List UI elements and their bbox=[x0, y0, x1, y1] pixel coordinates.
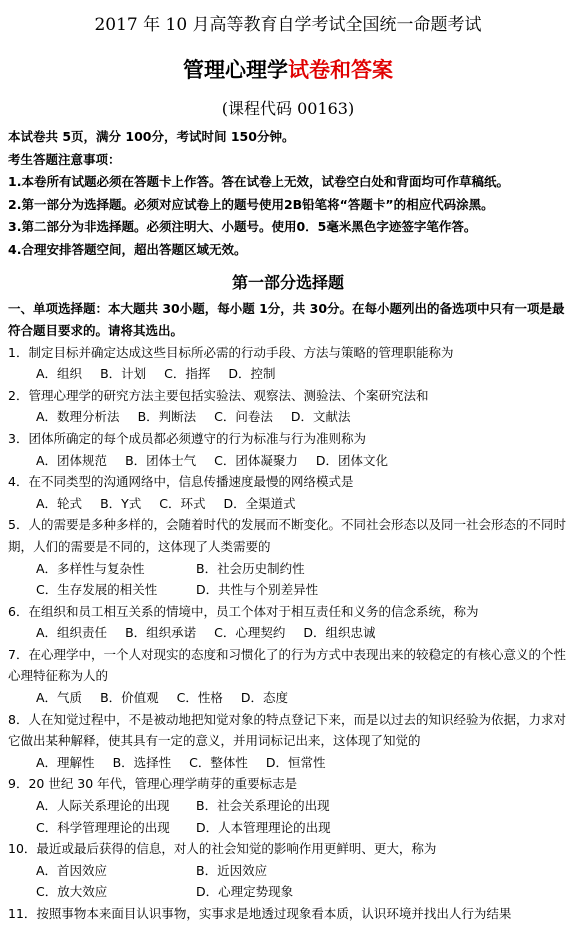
answer-option: A．轮式 bbox=[36, 495, 83, 511]
answer-option: B．近因效应 bbox=[196, 862, 268, 878]
question-item bbox=[8, 709, 568, 774]
answer-option: A．理解性 bbox=[36, 754, 95, 770]
question-item bbox=[8, 428, 568, 471]
answer-option: C．团体凝聚力 bbox=[214, 452, 298, 468]
answer-option: D．心理定势现象 bbox=[196, 884, 294, 900]
question-item bbox=[8, 903, 568, 925]
exam-header-line: 2017 年 10 月高等教育自学考试全国统一命题考试 bbox=[94, 15, 482, 35]
answer-option: A．数理分析法 bbox=[36, 409, 120, 425]
option-row bbox=[8, 493, 568, 515]
answer-option: C．心理契约 bbox=[214, 625, 286, 641]
answer-option: D．态度 bbox=[240, 690, 289, 706]
answer-option: B．社会历史制约性 bbox=[196, 560, 305, 576]
answer-option: D．组织忠诚 bbox=[303, 625, 376, 641]
course-code: (课程代码 00163) bbox=[221, 99, 355, 118]
answer-option: C．科学管理理论的出现 bbox=[36, 819, 170, 835]
answer-option: B．计划 bbox=[100, 366, 147, 382]
option-row bbox=[8, 579, 568, 601]
question-stem: 7．在心理学中，一个人对现实的态度和习惯化了的行为方式中表现出来的较稳定的有核心意义的个性心理特征称为人的 bbox=[8, 646, 566, 684]
option-row bbox=[8, 406, 568, 428]
question-stem: 11．按照事物本来面目认识事物，实事求是地透过现象看本质，认识环境并找出人行为结果 bbox=[8, 906, 512, 921]
answer-option: B．组织承诺 bbox=[125, 625, 197, 641]
question-stem: 8．人在知觉过程中，不是被动地把知觉对象的特点登记下来，而是以过去的知识经验为依据，力求对它做出某种解释，使其具有一定的意义，并用词标记出来，这体现了知觉的 bbox=[8, 711, 566, 749]
answer-option: D．文献法 bbox=[290, 409, 351, 425]
answer-option: D．共性与个别差异性 bbox=[196, 582, 319, 598]
answer-option: B．判断法 bbox=[137, 409, 197, 425]
part1-intro: 一、单项选择题：本大题共 30小题，每小题 1分，共 30分。在每小题列出的备选项中只有一项是最符合题目要求的。请将其选出。 bbox=[8, 300, 565, 338]
answer-option: C．生存发展的相关性 bbox=[36, 582, 158, 598]
question-stem: 1．制定目标并确定达成这些目标所必需的行动手段、方法与策略的管理职能称为 bbox=[8, 344, 454, 360]
question-item bbox=[8, 644, 568, 709]
note-line: 2.第一部分为选择题。必须对应试卷上的题号使用2B铅笔将“答题卡”的相应代码涂黑。 bbox=[8, 196, 494, 212]
question-item bbox=[8, 838, 568, 903]
note-line: 4.合理安排答题空间，超出答题区域无效。 bbox=[8, 241, 247, 257]
part1-title: 第一部分选择题 bbox=[231, 272, 344, 292]
note-line: 1.本卷所有试题必须在答题卡上作答。答在试卷上无效，试卷空白处和背面均可作草稿纸。 bbox=[8, 174, 509, 190]
note-line: 3.第二部分为非选择题。必须注明大、小题号。使用0．5毫米黑色字迹签字笔作答。 bbox=[8, 219, 477, 235]
option-row bbox=[8, 558, 568, 580]
answer-option: B．Y式 bbox=[100, 495, 142, 511]
answer-option: A．气质 bbox=[36, 690, 83, 706]
title-black: 管理心理学 bbox=[183, 58, 288, 82]
question-stem: 9．20 世纪 30 年代，管理心理学萌芽的重要标志是 bbox=[8, 776, 298, 792]
question-item bbox=[8, 773, 568, 838]
option-row bbox=[8, 450, 568, 472]
answer-option: A．组织责任 bbox=[36, 625, 108, 641]
answer-option: C．问卷法 bbox=[214, 409, 273, 425]
answer-option: D．人本管理理论的出现 bbox=[196, 819, 331, 835]
question-stem: 5．人的需要是多种多样的，会随着时代的发展而不断变化。不同社会形态以及同一社会形态的不同时期，人们的需要是不同的，这体现了人类需要的 bbox=[8, 517, 566, 554]
answer-option: B．团体士气 bbox=[125, 452, 197, 468]
question-item bbox=[8, 385, 568, 428]
question-stem: 6．在组织和员工相互关系的情境中，员工个体对于相互责任和义务的信念系统，称为 bbox=[8, 603, 479, 619]
answer-option: C．性格 bbox=[176, 690, 223, 706]
answer-option: C．环式 bbox=[159, 495, 206, 511]
answer-option: A．团体规范 bbox=[36, 452, 108, 468]
answer-option: D．控制 bbox=[228, 366, 276, 382]
question-list bbox=[8, 342, 568, 925]
question-item bbox=[8, 471, 568, 514]
answer-option: B．价值观 bbox=[100, 690, 159, 706]
note-line: 考生答题注意事项： bbox=[8, 151, 121, 167]
question-stem: 3．团体所确定的每个成员都必须遵守的行为标准与行为准则称为 bbox=[8, 430, 366, 446]
option-row bbox=[8, 860, 568, 882]
answer-option: B．社会关系理论的出现 bbox=[196, 798, 330, 814]
option-row bbox=[8, 795, 568, 817]
question-stem: 10．最近或最后获得的信息，对人的社会知觉的影响作用更鲜明、更大，称为 bbox=[8, 841, 437, 857]
answer-option: D．团体文化 bbox=[315, 452, 389, 468]
title-red: 试卷和答案 bbox=[288, 58, 393, 82]
option-row bbox=[8, 363, 568, 385]
option-row bbox=[8, 622, 568, 644]
answer-option: A．多样性与复杂性 bbox=[36, 560, 145, 576]
option-row bbox=[8, 817, 568, 839]
answer-option: A．首因效应 bbox=[36, 862, 108, 878]
question-stem: 2．管理心理学的研究方法主要包括实验法、观察法、测验法、个案研究法和 bbox=[8, 387, 429, 403]
page-title bbox=[8, 54, 568, 84]
answer-option: C．放大效应 bbox=[36, 884, 108, 900]
option-row bbox=[8, 752, 568, 774]
question-item bbox=[8, 601, 568, 644]
answer-option: B．选择性 bbox=[112, 754, 172, 770]
answer-option: D．恒常性 bbox=[265, 754, 326, 770]
option-row bbox=[8, 687, 568, 709]
answer-option: C．整体性 bbox=[189, 754, 248, 770]
note-line: 本试卷共 5页，满分 100分，考试时间 150分钟。 bbox=[8, 129, 295, 144]
answer-option: A．组织 bbox=[36, 366, 83, 382]
answer-option: C．指挥 bbox=[164, 366, 211, 382]
question-stem: 4．在不同类型的沟通网络中，信息传播速度最慢的网络模式是 bbox=[8, 474, 354, 490]
question-item bbox=[8, 342, 568, 385]
question-item bbox=[8, 514, 568, 600]
exam-notes bbox=[8, 126, 568, 262]
answer-option: A．人际关系理论的出现 bbox=[36, 798, 170, 814]
answer-option: D．全渠道式 bbox=[223, 495, 296, 511]
